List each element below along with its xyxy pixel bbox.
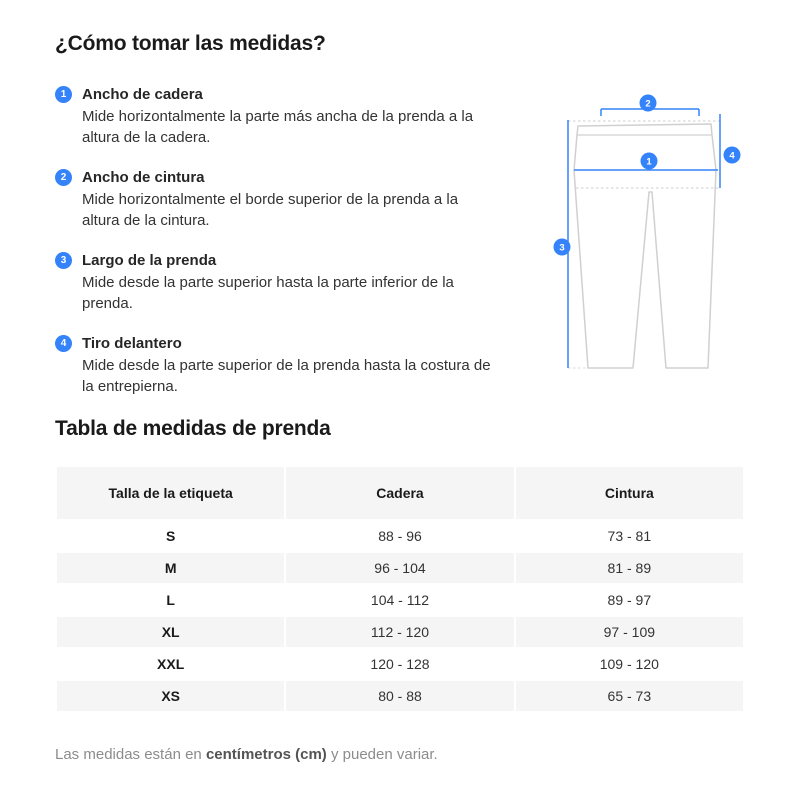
size-table-header-row [57, 467, 743, 519]
size-table [55, 465, 745, 713]
step-1-badge: 1 [55, 86, 72, 103]
cintura-range: 97 - 109 [516, 617, 743, 647]
size-label: M [57, 553, 284, 583]
measurement-description: Mide horizontalmente el borde superior de la prenda a la altura de la cintura. [82, 191, 459, 229]
size-table-title: Tabla de medidas de prenda [55, 417, 331, 440]
cintura-range: 81 - 89 [516, 553, 743, 583]
table-row [57, 521, 743, 551]
units-note [55, 745, 745, 765]
diagram-marker-1 [641, 153, 658, 170]
size-label: XL [57, 617, 284, 647]
cadera-range: 120 - 128 [286, 649, 513, 679]
diagram-marker-4 [724, 147, 741, 164]
size-label: XXL [57, 649, 284, 679]
svg-text:3: 3 [559, 242, 565, 254]
cintura-range: 65 - 73 [516, 681, 743, 711]
measurement-description: Mide desde la parte superior de la prenda hasta la costura de la entrepierna. [82, 357, 491, 395]
table-row [57, 553, 743, 583]
table-row [57, 649, 743, 679]
measurement-title: Ancho de cadera [82, 86, 203, 103]
size-label: S [57, 521, 284, 551]
cintura-range: 109 - 120 [516, 649, 743, 679]
measurement-description: Mide desde la parte superior hasta la parte inferior de la prenda. [82, 274, 454, 312]
column-header-talla: Talla de la etiqueta [57, 467, 284, 519]
units-note-suffix: y pueden variar. [326, 746, 438, 763]
step-3-badge: 3 [55, 252, 72, 269]
size-label: L [57, 585, 284, 615]
units-note-prefix: Las medidas están en [55, 746, 206, 763]
column-header-cintura: Cintura [516, 467, 743, 519]
step-4-badge: 4 [55, 335, 72, 352]
table-row [57, 617, 743, 647]
measurement-title: Tiro delantero [82, 335, 182, 352]
cadera-range: 112 - 120 [286, 617, 513, 647]
units-note-bold: centímetros (cm) [205, 746, 327, 763]
step-2-badge: 2 [55, 169, 72, 186]
cadera-range: 104 - 112 [286, 585, 513, 615]
diagram-marker-3 [554, 239, 571, 256]
cintura-range: 89 - 97 [516, 585, 743, 615]
pants-diagram-svg [540, 85, 755, 387]
cintura-range: 73 - 81 [516, 521, 743, 551]
cadera-range: 96 - 104 [286, 553, 513, 583]
table-row [57, 681, 743, 711]
diagram-marker-2 [640, 95, 657, 112]
measurement-description: Mide horizontalmente la parte más ancha de la prenda a la altura de la cadera. [82, 108, 474, 146]
table-row [57, 585, 743, 615]
cadera-range: 88 - 96 [286, 521, 513, 551]
svg-text:2: 2 [645, 98, 651, 110]
measurement-title: Largo de la prenda [82, 252, 217, 269]
measurement-title: Ancho de cintura [82, 169, 205, 186]
pants-measurement-diagram [540, 85, 755, 387]
svg-text:1: 1 [646, 156, 652, 168]
column-header-cadera: Cadera [286, 467, 513, 519]
cadera-range: 80 - 88 [286, 681, 513, 711]
size-label: XS [57, 681, 284, 711]
page-title: ¿Cómo tomar las medidas? [55, 32, 326, 55]
svg-text:4: 4 [729, 150, 735, 162]
